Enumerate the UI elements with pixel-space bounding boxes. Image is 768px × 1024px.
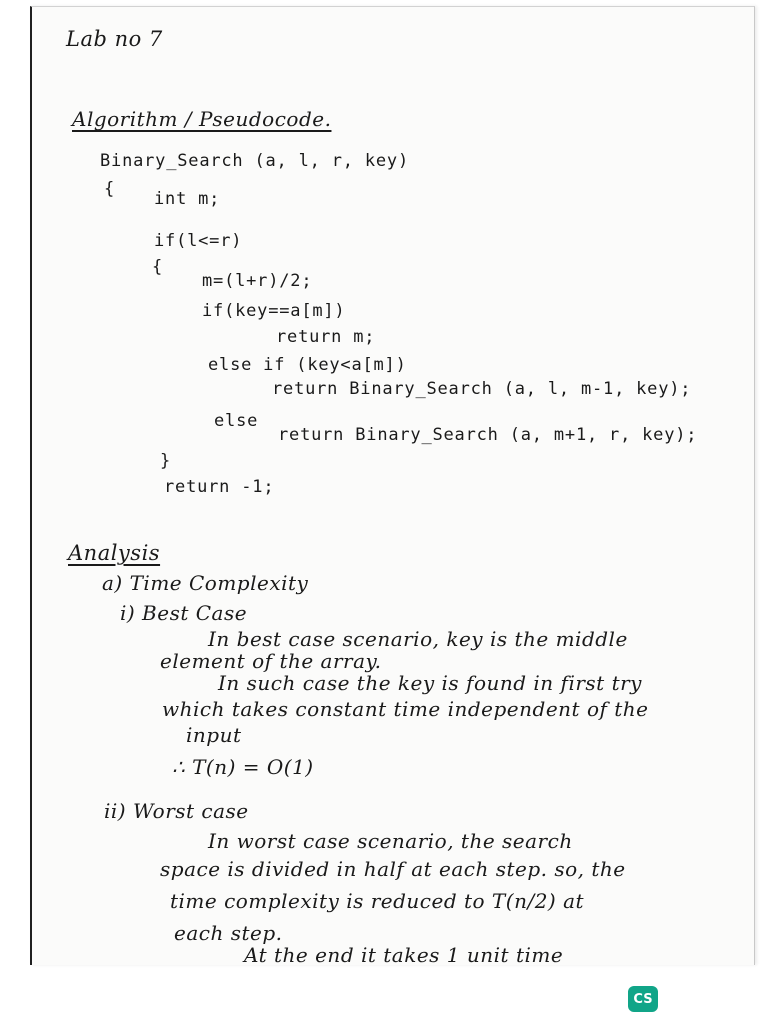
analysis-line-2: i) Best Case bbox=[120, 601, 248, 625]
analysis-line-6: which takes constant time independent of the bbox=[162, 697, 649, 721]
analysis-line-12: time complexity is reduced to T(n/2) at bbox=[170, 889, 585, 913]
code-line-3: int m; bbox=[154, 189, 221, 209]
code-line-10: return Binary_Search (a, l, m-1, key); bbox=[272, 379, 692, 399]
code-line-13: } bbox=[160, 451, 172, 471]
code-line-1: Binary_Search (a, l, r, key) bbox=[100, 151, 409, 171]
code-line-7: if(key==a[m]) bbox=[202, 301, 346, 321]
analysis-line-13: each step. bbox=[174, 921, 283, 945]
analysis-line-11: space is divided in half at each step. so, the bbox=[160, 857, 626, 881]
analysis-line-9: ii) Worst case bbox=[104, 799, 249, 823]
notebook-page bbox=[30, 6, 755, 965]
code-line-6: m=(l+r)/2; bbox=[202, 271, 313, 291]
code-line-12: return Binary_Search (a, m+1, r, key); bbox=[278, 425, 698, 445]
analysis-line-1: a) Time Complexity bbox=[102, 571, 309, 595]
code-line-5: { bbox=[152, 257, 164, 277]
code-line-11: else bbox=[214, 411, 259, 431]
code-line-14: return -1; bbox=[164, 477, 275, 497]
analysis-line-4: element of the array. bbox=[160, 649, 382, 673]
analysis-line-8: ∴ T(n) = O(1) bbox=[172, 755, 314, 779]
analysis-line-10: In worst case scenario, the search bbox=[208, 829, 573, 853]
page-title: Lab no 7 bbox=[66, 27, 163, 51]
code-line-9: else if (key<a[m]) bbox=[208, 355, 407, 375]
code-line-8: return m; bbox=[276, 327, 376, 347]
analysis-line-7: input bbox=[186, 723, 242, 747]
camscanner-badge-label: CS bbox=[633, 991, 653, 1007]
algorithm-heading: Algorithm / Pseudocode. bbox=[72, 107, 332, 131]
code-line-4: if(l<=r) bbox=[154, 231, 243, 251]
analysis-heading: Analysis bbox=[68, 541, 161, 565]
camscanner-badge bbox=[628, 986, 658, 1012]
analysis-line-3: In best case scenario, key is the middle bbox=[208, 627, 628, 651]
analysis-line-14: At the end it takes 1 unit time bbox=[244, 943, 564, 967]
analysis-line-5: In such case the key is found in first try bbox=[218, 671, 642, 695]
code-line-2: { bbox=[104, 179, 116, 199]
